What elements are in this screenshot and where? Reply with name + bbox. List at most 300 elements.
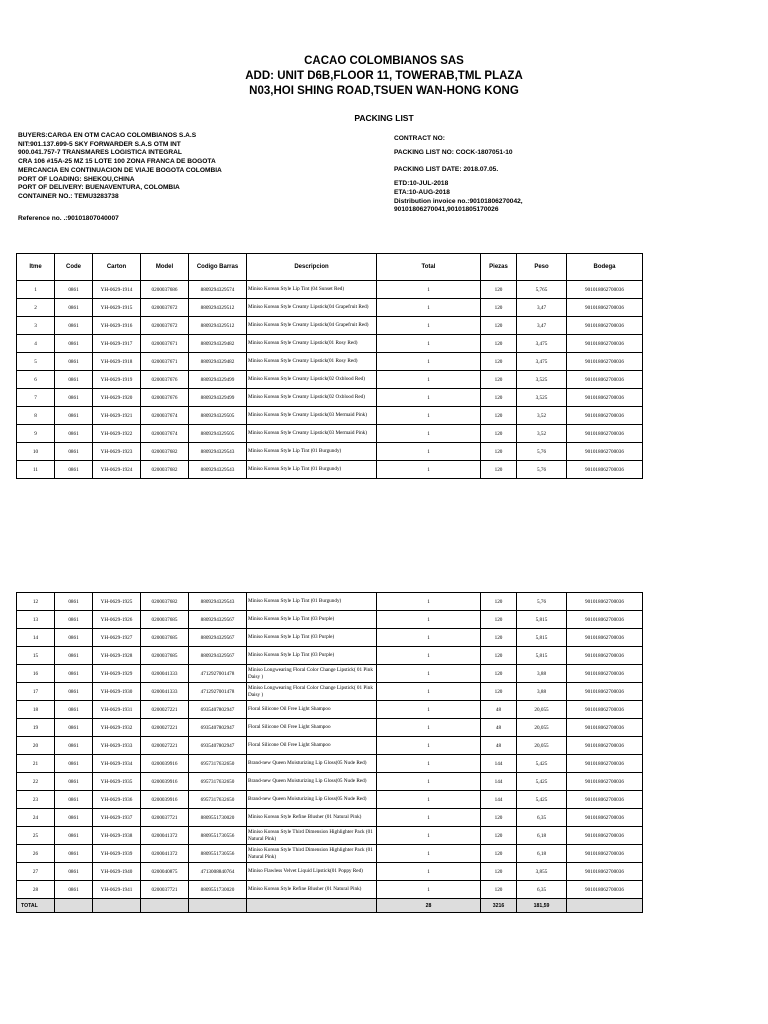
buyers-block [18, 132, 222, 202]
cell-peso: 20,055 [517, 737, 567, 755]
cell-peso: 5,76 [517, 443, 567, 461]
cell-total: 1 [377, 845, 481, 863]
cell-description: Miniso Korean Style Lip Tint (04 Sunset Red) [247, 281, 377, 299]
cell-peso: 5,425 [517, 791, 567, 809]
table-row [17, 461, 643, 479]
total-empty-cell [141, 899, 189, 913]
cell-peso: 5,815 [517, 611, 567, 629]
cell-piezas: 120 [481, 371, 517, 389]
cell-total: 1 [377, 809, 481, 827]
cell-barcode: 8809294329512 [189, 317, 247, 335]
cell-barcode: 8809294329482 [189, 353, 247, 371]
cell-model: 0200037676 [141, 389, 189, 407]
cell-model: 0200037672 [141, 299, 189, 317]
cell-code: 0861 [55, 683, 93, 701]
cell-item: 6 [17, 371, 55, 389]
cell-item: 22 [17, 773, 55, 791]
cell-carton: YH-0629-1931 [93, 701, 141, 719]
table-row [17, 317, 643, 335]
cell-piezas: 120 [481, 461, 517, 479]
cell-model: 0200027221 [141, 701, 189, 719]
cell-piezas: 120 [481, 335, 517, 353]
company-address-line2: N03,HOI SHING ROAD,TSUEN WAN-HONG KONG [249, 85, 519, 97]
cell-description: Miniso Korean Style Creamy Lipstick(03 Mermaid Pink) [247, 407, 377, 425]
cell-code: 0861 [55, 461, 93, 479]
cell-description: Miniso Korean Style Creamy Lipstick(04 Grapefruit Red) [247, 317, 377, 335]
cell-item: 9 [17, 425, 55, 443]
cell-total: 1 [377, 611, 481, 629]
cell-peso: 3,88 [517, 665, 567, 683]
cell-piezas: 48 [481, 737, 517, 755]
cell-total: 1 [377, 755, 481, 773]
cell-code: 0861 [55, 407, 93, 425]
cell-barcode: 6935407802947 [189, 719, 247, 737]
cell-model: 0200039916 [141, 755, 189, 773]
cell-carton: YH-0629-1935 [93, 773, 141, 791]
cell-model: 0200040875 [141, 863, 189, 881]
cell-model: 0200037682 [141, 593, 189, 611]
cell-bodega: 901018062700036 [567, 353, 643, 371]
company-header [0, 54, 768, 99]
cell-peso: 5,815 [517, 629, 567, 647]
table-header-row [17, 254, 643, 281]
table-row [17, 845, 643, 863]
cell-model: 0200037674 [141, 407, 189, 425]
table-row [17, 881, 643, 899]
cell-description: Miniso Korean Style Lip Tint (01 Burgundy) [247, 443, 377, 461]
cell-barcode: 4712927001478 [189, 683, 247, 701]
table-row [17, 353, 643, 371]
cell-peso: 3,52 [517, 425, 567, 443]
cell-carton: YH-0629-1922 [93, 425, 141, 443]
cell-code: 0861 [55, 317, 93, 335]
cell-piezas: 120 [481, 425, 517, 443]
cell-bodega: 901018062700036 [567, 389, 643, 407]
cell-barcode: 8809294329567 [189, 629, 247, 647]
cell-code: 0861 [55, 737, 93, 755]
cell-carton: YH-0629-1937 [93, 809, 141, 827]
column-header-peso: Peso [517, 254, 567, 281]
table-row [17, 773, 643, 791]
cell-total: 1 [377, 701, 481, 719]
cell-barcode: 8809294329574 [189, 281, 247, 299]
table-row [17, 593, 643, 611]
table-row [17, 443, 643, 461]
buyers-line: MERCANCIA EN CONTINUACION DE VIAJE BOGOTA COLOMBIA [18, 166, 222, 174]
cell-barcode: 8809294329505 [189, 407, 247, 425]
cell-carton: YH-0629-1938 [93, 827, 141, 845]
cell-model: 0200041372 [141, 845, 189, 863]
cell-carton: YH-0629-1936 [93, 791, 141, 809]
etd: ETD:10-JUL-2018 [394, 180, 449, 188]
cell-item: 2 [17, 299, 55, 317]
table-row [17, 719, 643, 737]
cell-model: 0200037671 [141, 353, 189, 371]
cell-peso: 3,855 [517, 863, 567, 881]
cell-carton: YH-0629-1914 [93, 281, 141, 299]
cell-total: 1 [377, 773, 481, 791]
cell-item: 4 [17, 335, 55, 353]
cell-item: 16 [17, 665, 55, 683]
cell-total: 1 [377, 299, 481, 317]
cell-description: Miniso Korean Style Lip Tint (03 Purple) [247, 629, 377, 647]
packing-list-date: PACKING LIST DATE: 2018.07.05. [394, 166, 499, 174]
packing-info [394, 135, 523, 215]
cell-total: 1 [377, 317, 481, 335]
cell-description: Brand-new Queen Moisturizing Lip Gloss(05 Nude Red) [247, 755, 377, 773]
cell-item: 15 [17, 647, 55, 665]
cell-model: 0200041333 [141, 665, 189, 683]
cell-barcode: 8809294329567 [189, 611, 247, 629]
cell-piezas: 120 [481, 647, 517, 665]
cell-carton: YH-0629-1932 [93, 719, 141, 737]
cell-total: 1 [377, 881, 481, 899]
cell-code: 0861 [55, 593, 93, 611]
cell-code: 0861 [55, 425, 93, 443]
cell-model: 0200037674 [141, 425, 189, 443]
buyers-line: CRA 106 #15A-25 MZ 15 LOTE 100 ZONA FRANCA DE BOGOTA [18, 158, 216, 166]
cell-item: 24 [17, 809, 55, 827]
cell-model: 0200037685 [141, 647, 189, 665]
cell-bodega: 901018062700036 [567, 425, 643, 443]
cell-piezas: 120 [481, 299, 517, 317]
total-empty-cell [93, 899, 141, 913]
cell-bodega: 901018062700036 [567, 281, 643, 299]
table-row [17, 827, 643, 845]
cell-description: Floral Silicone Oil Free Light Shampoo [247, 737, 377, 755]
cell-bodega: 901018062700036 [567, 593, 643, 611]
cell-peso: 3,52 [517, 407, 567, 425]
cell-item: 27 [17, 863, 55, 881]
cell-piezas: 48 [481, 719, 517, 737]
cell-item: 18 [17, 701, 55, 719]
cell-total: 1 [377, 371, 481, 389]
table-row [17, 863, 643, 881]
cell-code: 0861 [55, 299, 93, 317]
column-header-total: Total [377, 254, 481, 281]
cell-peso: 3,47 [517, 317, 567, 335]
cell-peso: 6,18 [517, 827, 567, 845]
company-address-line1: ADD: UNIT D6B,FLOOR 11, TOWERAB,TML PLAZA [245, 70, 523, 82]
column-header-description: Descripcion [247, 254, 377, 281]
cell-total: 1 [377, 737, 481, 755]
cell-peso: 6,18 [517, 845, 567, 863]
buyers-line: BUYERS:CARGA EN OTM CACAO COLOMBIANOS S.A.S [18, 132, 197, 139]
cell-item: 11 [17, 461, 55, 479]
cell-model: 0200037686 [141, 281, 189, 299]
cell-carton: YH-0629-1927 [93, 629, 141, 647]
cell-barcode: 4712927001478 [189, 665, 247, 683]
cell-total: 1 [377, 647, 481, 665]
cell-item: 20 [17, 737, 55, 755]
table-row [17, 701, 643, 719]
total-count: 28 [377, 899, 481, 913]
cell-peso: 3,475 [517, 335, 567, 353]
cell-code: 0861 [55, 719, 93, 737]
packing-table-page1 [16, 253, 643, 479]
cell-peso: 5,76 [517, 461, 567, 479]
cell-model: 0200027221 [141, 719, 189, 737]
buyers-line: PORT OF DELIVERY: BUENAVENTURA, COLOMBIA [18, 184, 180, 192]
cell-bodega: 901018062700036 [567, 335, 643, 353]
company-name: CACAO COLOMBIANOS SAS [304, 55, 464, 67]
cell-code: 0861 [55, 809, 93, 827]
cell-piezas: 120 [481, 353, 517, 371]
cell-carton: YH-0629-1929 [93, 665, 141, 683]
table-row [17, 371, 643, 389]
cell-piezas: 120 [481, 683, 517, 701]
cell-model: 0200037672 [141, 317, 189, 335]
cell-barcode: 8809294329543 [189, 461, 247, 479]
cell-bodega: 901018062700036 [567, 737, 643, 755]
cell-barcode: 4713008840764 [189, 863, 247, 881]
cell-bodega: 901018062700036 [567, 611, 643, 629]
total-label: TOTAL [17, 899, 55, 913]
cell-code: 0861 [55, 755, 93, 773]
cell-barcode: 6957317632650 [189, 791, 247, 809]
cell-carton: YH-0629-1925 [93, 593, 141, 611]
cell-barcode: 8809294329499 [189, 389, 247, 407]
cell-item: 8 [17, 407, 55, 425]
cell-carton: YH-0629-1916 [93, 317, 141, 335]
cell-model: 0200037685 [141, 629, 189, 647]
cell-carton: YH-0629-1920 [93, 389, 141, 407]
cell-piezas: 120 [481, 443, 517, 461]
cell-description: Miniso Korean Style Creamy Lipstick(03 Mermaid Pink) [247, 425, 377, 443]
cell-description: Miniso Korean Style Lip Tint (01 Burgundy) [247, 461, 377, 479]
cell-bodega: 901018062700036 [567, 755, 643, 773]
cell-bodega: 901018062700036 [567, 629, 643, 647]
cell-peso: 3,88 [517, 683, 567, 701]
cell-peso: 6,35 [517, 881, 567, 899]
cell-item: 21 [17, 755, 55, 773]
cell-item: 10 [17, 443, 55, 461]
cell-peso: 5,425 [517, 773, 567, 791]
cell-bodega: 901018062700036 [567, 461, 643, 479]
cell-piezas: 120 [481, 827, 517, 845]
cell-piezas: 120 [481, 665, 517, 683]
cell-bodega: 901018062700036 [567, 683, 643, 701]
cell-model: 0200039916 [141, 773, 189, 791]
cell-piezas: 144 [481, 755, 517, 773]
table-row [17, 809, 643, 827]
invoice-line-2: 90101806270041,90101805170026 [394, 206, 499, 214]
cell-bodega: 901018062700036 [567, 407, 643, 425]
total-empty-cell [55, 899, 93, 913]
column-header-carton: Carton [93, 254, 141, 281]
cell-model: 0200037685 [141, 611, 189, 629]
invoice-line-1: Distribution invoice no.:90101806270042, [394, 197, 523, 205]
cell-model: 0200037721 [141, 881, 189, 899]
cell-item: 25 [17, 827, 55, 845]
cell-item: 19 [17, 719, 55, 737]
cell-barcode: 8809294329505 [189, 425, 247, 443]
cell-carton: YH-0629-1934 [93, 755, 141, 773]
cell-barcode: 8809551730020 [189, 881, 247, 899]
cell-code: 0861 [55, 389, 93, 407]
cell-bodega: 901018062700036 [567, 371, 643, 389]
cell-total: 1 [377, 719, 481, 737]
cell-peso: 5,425 [517, 755, 567, 773]
cell-model: 0200037671 [141, 335, 189, 353]
cell-total: 1 [377, 827, 481, 845]
cell-bodega: 901018062700036 [567, 827, 643, 845]
cell-piezas: 120 [481, 281, 517, 299]
cell-peso: 3,47 [517, 299, 567, 317]
cell-bodega: 901018062700036 [567, 791, 643, 809]
cell-description: Miniso Korean Style Third Dimension Highlighter Pack (01 Natural Pink) [247, 845, 377, 863]
cell-model: 0200037721 [141, 809, 189, 827]
cell-total: 1 [377, 425, 481, 443]
cell-total: 1 [377, 389, 481, 407]
cell-description: Floral Silicone Oil Free Light Shampoo [247, 719, 377, 737]
total-empty-cell [247, 899, 377, 913]
table-row [17, 299, 643, 317]
cell-peso: 5,76 [517, 593, 567, 611]
cell-bodega: 901018062700036 [567, 863, 643, 881]
cell-description: Miniso Korean Style Creamy Lipstick(02 Oxblood Red) [247, 389, 377, 407]
cell-carton: YH-0629-1940 [93, 863, 141, 881]
cell-code: 0861 [55, 335, 93, 353]
cell-code: 0861 [55, 791, 93, 809]
table-row [17, 425, 643, 443]
cell-bodega: 901018062700036 [567, 881, 643, 899]
cell-bodega: 901018062700036 [567, 317, 643, 335]
cell-code: 0861 [55, 665, 93, 683]
cell-carton: YH-0629-1928 [93, 647, 141, 665]
buyers-line: NIT:901.137.699-5 SKY FORWARDER S.A.S OTM INT [18, 140, 181, 148]
cell-piezas: 120 [481, 809, 517, 827]
total-piezas: 3216 [481, 899, 517, 913]
cell-peso: 3,475 [517, 353, 567, 371]
cell-item: 12 [17, 593, 55, 611]
cell-total: 1 [377, 863, 481, 881]
cell-barcode: 8809294329482 [189, 335, 247, 353]
cell-code: 0861 [55, 281, 93, 299]
cell-bodega: 901018062700036 [567, 443, 643, 461]
cell-bodega: 901018062700036 [567, 773, 643, 791]
cell-item: 1 [17, 281, 55, 299]
cell-barcode: 8809294329567 [189, 647, 247, 665]
cell-description: Brand-new Queen Moisturizing Lip Gloss(05 Nude Red) [247, 773, 377, 791]
cell-bodega: 901018062700036 [567, 719, 643, 737]
cell-barcode: 8809551730556 [189, 845, 247, 863]
cell-description: Miniso Korean Style Creamy Lipstick(01 Rosy Red) [247, 335, 377, 353]
cell-carton: YH-0629-1941 [93, 881, 141, 899]
cell-code: 0861 [55, 647, 93, 665]
table-row [17, 335, 643, 353]
cell-piezas: 120 [481, 611, 517, 629]
cell-carton: YH-0629-1921 [93, 407, 141, 425]
cell-piezas: 120 [481, 629, 517, 647]
cell-model: 0200037682 [141, 443, 189, 461]
cell-item: 14 [17, 629, 55, 647]
cell-carton: YH-0629-1930 [93, 683, 141, 701]
cell-piezas: 48 [481, 701, 517, 719]
cell-carton: YH-0629-1926 [93, 611, 141, 629]
cell-description: Miniso Korean Style Creamy Lipstick(01 Rosy Red) [247, 353, 377, 371]
cell-model: 0200037682 [141, 461, 189, 479]
cell-carton: YH-0629-1917 [93, 335, 141, 353]
cell-barcode: 6935407802947 [189, 737, 247, 755]
cell-description: Miniso Longwearing Floral Color Change Lipstick( 01 Pink Daisy ) [247, 683, 377, 701]
buyers-line: 900.041.757-7 TRANSMARES LOGISTICA INTEGRAL [18, 149, 182, 157]
cell-carton: YH-0629-1924 [93, 461, 141, 479]
cell-total: 1 [377, 335, 481, 353]
cell-piezas: 144 [481, 791, 517, 809]
total-empty-cell [567, 899, 643, 913]
cell-peso: 3,525 [517, 389, 567, 407]
cell-peso: 20,055 [517, 719, 567, 737]
total-empty-cell [189, 899, 247, 913]
cell-code: 0861 [55, 629, 93, 647]
cell-bodega: 901018062700036 [567, 845, 643, 863]
column-header-bodega: Bodega [567, 254, 643, 281]
cell-code: 0861 [55, 353, 93, 371]
column-header-code: Code [55, 254, 93, 281]
table-row [17, 281, 643, 299]
cell-peso: 20,055 [517, 701, 567, 719]
cell-total: 1 [377, 683, 481, 701]
table-row [17, 407, 643, 425]
cell-total: 1 [377, 461, 481, 479]
cell-piezas: 144 [481, 773, 517, 791]
cell-barcode: 8809551730556 [189, 827, 247, 845]
cell-description: Miniso Korean Style Third Dimension Highlighter Pack (01 Natural Pink) [247, 827, 377, 845]
table-row [17, 389, 643, 407]
column-header-barcode: Codigo Barras [189, 254, 247, 281]
cell-total: 1 [377, 353, 481, 371]
cell-model: 0200041372 [141, 827, 189, 845]
cell-carton: YH-0629-1933 [93, 737, 141, 755]
cell-carton: YH-0629-1939 [93, 845, 141, 863]
cell-code: 0861 [55, 701, 93, 719]
cell-bodega: 901018062700036 [567, 809, 643, 827]
cell-description: Miniso Korean Style Lip Tint (03 Purple) [247, 611, 377, 629]
cell-code: 0861 [55, 773, 93, 791]
cell-item: 23 [17, 791, 55, 809]
cell-peso: 6,35 [517, 809, 567, 827]
cell-carton: YH-0629-1923 [93, 443, 141, 461]
table-row [17, 737, 643, 755]
cell-bodega: 901018062700036 [567, 299, 643, 317]
cell-bodega: 901018062700036 [567, 665, 643, 683]
cell-description: Miniso Korean Style Refine Blusher (01 Natural Pink) [247, 809, 377, 827]
total-peso: 181,59 [517, 899, 567, 913]
cell-description: Miniso Korean Style Creamy Lipstick(02 Oxblood Red) [247, 371, 377, 389]
cell-barcode: 6935407802947 [189, 701, 247, 719]
table-row [17, 611, 643, 629]
table-row [17, 665, 643, 683]
cell-total: 1 [377, 665, 481, 683]
cell-description: Miniso Korean Style Lip Tint (03 Purple) [247, 647, 377, 665]
column-header-item: Itme [17, 254, 55, 281]
cell-model: 0200027221 [141, 737, 189, 755]
cell-code: 0861 [55, 881, 93, 899]
cell-carton: YH-0629-1918 [93, 353, 141, 371]
cell-description: Miniso Korean Style Creamy Lipstick(04 Grapefruit Red) [247, 299, 377, 317]
cell-item: 5 [17, 353, 55, 371]
reference-number: Reference no. .:90101807040007 [18, 215, 119, 222]
cell-total: 1 [377, 281, 481, 299]
cell-piezas: 120 [481, 317, 517, 335]
cell-barcode: 6957317632650 [189, 755, 247, 773]
cell-code: 0861 [55, 611, 93, 629]
cell-item: 26 [17, 845, 55, 863]
cell-total: 1 [377, 791, 481, 809]
packing-list-no: PACKING LIST NO: COCK-1807051-10 [394, 148, 513, 156]
cell-model: 0200041333 [141, 683, 189, 701]
